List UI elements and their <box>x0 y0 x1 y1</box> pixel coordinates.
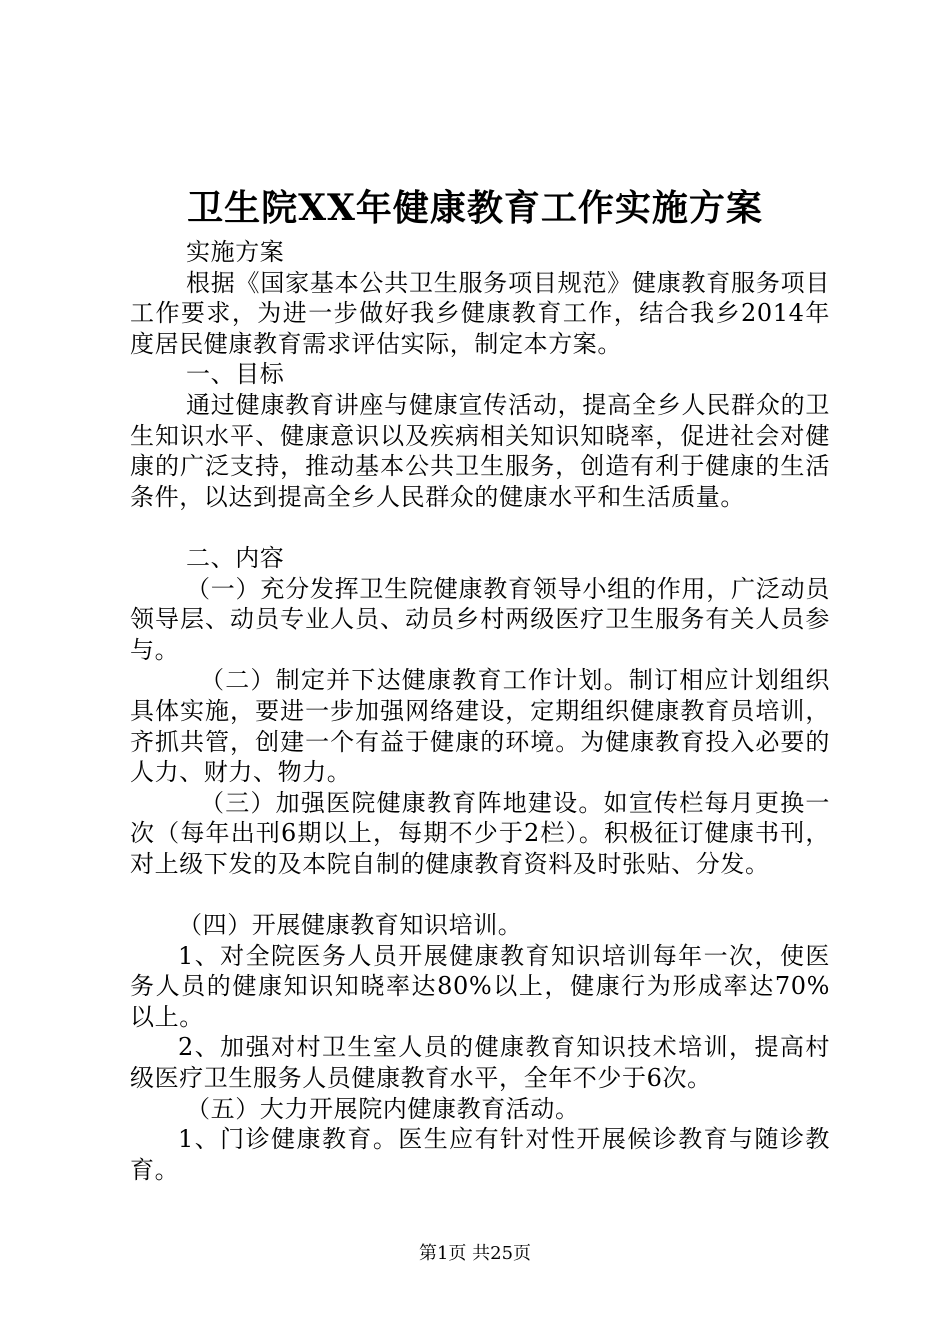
paragraph-item-1: （一）充分发挥卫生院健康教育领导小组的作用，广泛动员领导层、动员专业人员、动员乡村两级医疗卫生服务有关人员参与。 <box>130 574 830 664</box>
paragraph-implementation-plan: 实施方案 <box>186 238 285 266</box>
document-body <box>130 237 830 1185</box>
paragraph-item-2: （二）制定并下达健康教育工作计划。制订相应计划组织具体实施，要进一步加强网络建设，定期组织健康教育员培训，齐抓共管，创建一个有益于健康的环境。为健康教育投入必要的人力、财力、物力。 <box>130 666 830 787</box>
document-title: 卫生院XX年健康教育工作实施方案 <box>187 187 763 229</box>
paragraph-goals: 通过健康教育讲座与健康宣传活动，提高全乡人民群众的卫生知识水平、健康意识以及疾病相关知识知晓率，促进社会对健康的广泛支持，推动基本公共卫生服务，创造有利于健康的生活条件，以达到提高全乡人民群众的健康水平和生活质量。 <box>130 390 830 511</box>
paragraph-item-5: （五）大力开展院内健康教育活动。 <box>186 1094 580 1123</box>
paragraph-intro: 根据《国家基本公共卫生服务项目规范》健康教育服务项目工作要求，为进一步做好我乡健康教育工作，结合我乡2014年度居民健康教育需求评估实际，制定本方案。 <box>130 268 830 358</box>
paragraph-item-4-1: 1、对全院医务人员开展健康教育知识培训每年一次，使医务人员的健康知识知晓率达80%以上，健康行为形成率达70%以上。 <box>130 941 830 1031</box>
paragraph-item-5-1: 1、门诊健康教育。医生应有针对性开展候诊教育与随诊教育。 <box>130 1125 830 1184</box>
paragraph-item-4-2: 2、加强对村卫生室人员的健康教育知识技术培训，提高村级医疗卫生服务人员健康教育水平，全年不少于6次。 <box>130 1033 830 1093</box>
heading-content: 二、内容 <box>186 543 285 572</box>
paragraph-item-4: （四）开展健康教育知识培训。 <box>178 911 523 940</box>
heading-goals: 一、目标 <box>186 360 285 389</box>
paragraph-item-3: （三）加强医院健康教育阵地建设。如宣传栏每月更换一次（每年出刊6期以上，每期不少于2栏）。积极征订健康书刊，对上级下发的及本院自制的健康教育资料及时张贴、分发。 <box>130 788 830 878</box>
page-number-footer: 第1页 共25页 <box>418 1243 532 1264</box>
